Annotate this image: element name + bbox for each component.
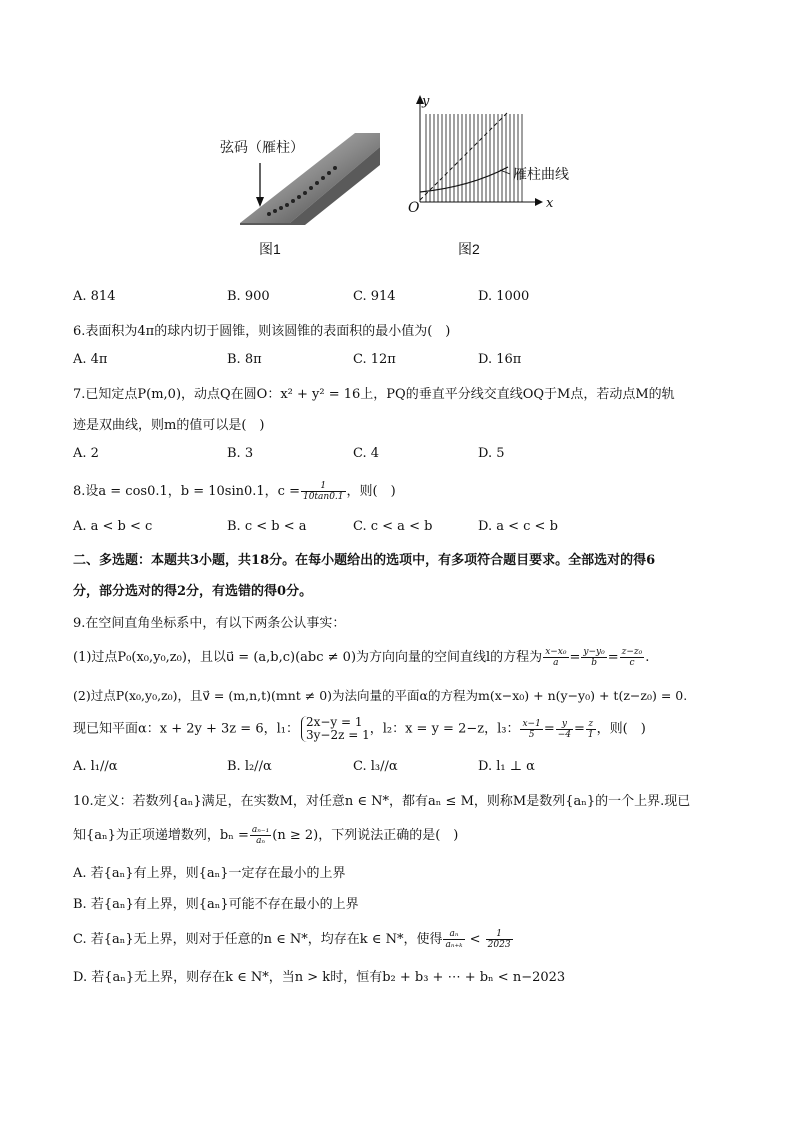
q7-option-d[interactable]: D. 5 [478, 446, 505, 461]
q7-option-c[interactable]: C. 4 [353, 446, 380, 461]
q9-known: 现已知平面α：x + 2y + 3z = 6，l₁： 2x−y = 1 3y−2z = 1 ，l₂：x = y = 2−z，l₃： $\frac{x-1}{5}$ = $\frac{y}{-4}$ = $\frac{z}{1}$ ，则( ) [73, 715, 646, 742]
origin-label: O [408, 200, 420, 216]
frac-den: aₙ₊ₖ [445, 940, 463, 950]
q7-option-a[interactable]: A. 2 [73, 446, 99, 461]
q8-option-a[interactable]: A. a < b < c [73, 519, 153, 534]
q5-option-c[interactable]: C. 914 [353, 289, 396, 304]
q10-option-c[interactable]: C. 若{aₙ}无上界，则对于任意的n ∈ N*，均存在k ∈ N*，使得 $\frac{\text{aₙ}}{\text{aₙ₊ₖ}}$ < $\frac{1}{2023}$ [73, 929, 511, 950]
q8-fraction [301, 481, 346, 502]
q9-known-mid: ，l₂：x = y = 2−z，l₃： [369, 721, 520, 737]
frac-den: −4 [557, 729, 571, 740]
q9-fact1-frac-z [620, 647, 645, 668]
q6-stem: 6.表面积为4π的球内切于圆锥，则该圆锥的表面积的最小值为( ) [73, 324, 451, 339]
frac-num: y [556, 719, 573, 730]
q9-fact2: (2)过点P(x₀,y₀,z₀)，且v⃗ = (m,n,t)(mnt ≠ 0)为法向量的平面α的方程为m(x−x₀) + n(y−y₀) + t(z−z₀) = 0. [73, 688, 688, 703]
figure1 [215, 125, 385, 230]
q9-option-c[interactable]: C. l₃//α [353, 759, 398, 774]
q10-line2 [73, 824, 458, 846]
q5-option-a[interactable]: A. 814 [73, 289, 116, 304]
q6-option-a[interactable]: A. 4π [73, 352, 108, 367]
frac-den: c [629, 658, 635, 668]
q9-option-d[interactable]: D. l₁ ⊥ α [478, 759, 535, 774]
frac-num: z [586, 719, 596, 730]
figure2 [400, 92, 590, 222]
q10-option-b[interactable]: B. 若{aₙ}有上界，则{aₙ}可能不存在最小的上界 [73, 897, 359, 912]
frac-num: x−x₀ [545, 647, 567, 657]
frac-den: aₙ [256, 836, 266, 846]
q8-frac-num: 1 [301, 481, 346, 492]
q10-line2-pre: 知{aₙ}为正项递增数列，bₙ = [73, 828, 249, 843]
frac-num: aₙ₋₁ [251, 825, 270, 835]
q6-option-d[interactable]: D. 16π [478, 352, 522, 367]
q10-option-d[interactable]: D. 若{aₙ}无上界，则存在k ∈ N*，当n > k时，恒有b₂ + b₃ + ⋯ + bₙ < n−2023 [73, 970, 566, 985]
q10-line2-post: (n ≥ 2)，下列说法正确的是( ) [272, 828, 459, 843]
q9-fact1: (1)过点P₀(x₀,y₀,z₀)，且以u⃗ = (a,b,c)(abc ≠ 0)为方向向量的空间直线l的方程为 $\frac{\text{x−x₀}}{a}$ = $\frac{\text{y−y₀}}{b}$ = $\frac{\text{z−z₀}}{c}$ . [73, 647, 650, 668]
bridge-curve [420, 167, 508, 192]
y-axis-label: y [422, 94, 430, 109]
q8-frac-den: 10tan0.1 [302, 492, 344, 502]
figure1-caption: 图1 [259, 241, 281, 257]
q5-option-b[interactable]: B. 900 [227, 289, 270, 304]
q8-option-c[interactable]: C. c < a < b [353, 519, 433, 534]
q10-option-c-pre: C. 若{aₙ}无上界，则对于任意的n ∈ N*，均存在k ∈ N*，使得 [73, 932, 443, 947]
l1-equation-system [301, 716, 370, 742]
frac-den: 5 [528, 729, 535, 740]
q8-option-b[interactable]: B. c < b < a [227, 519, 307, 534]
frac-den: 1 [587, 729, 594, 740]
q7-stem-line2: 迹是双曲线，则m的值可以是( ) [73, 418, 265, 433]
b-n-fraction [250, 825, 271, 846]
q9-option-a[interactable]: A. l₁//α [73, 759, 118, 774]
l3-frac-z [586, 719, 596, 740]
frac-num: x−1 [522, 718, 541, 729]
q9-fact1-pre: (1)过点P₀(x₀,y₀,z₀)，且以u⃗ = (a,b,c)(abc ≠ 0)为方向向量的空间直线l的方程为 [73, 650, 543, 665]
q9-fact1-frac-x [543, 647, 568, 668]
q10-option-a[interactable]: A. 若{aₙ}有上界，则{aₙ}一定存在最小的上界 [73, 866, 346, 881]
q8-stem-post: ，则( ) [346, 484, 396, 499]
x-axis-label: x [546, 196, 554, 211]
frac-num: y−y₀ [583, 647, 605, 657]
figure2-caption: 图2 [458, 241, 480, 257]
q5-option-d[interactable]: D. 1000 [478, 289, 530, 304]
curve-label: 雁柱曲线 [513, 166, 569, 182]
q9-option-b[interactable]: B. l₂//α [227, 759, 272, 774]
section2-line1: 二、多选题：本题共3小题，共18分。在每小题给出的选项中，有多项符合题目要求。全部选对的得6 [73, 553, 656, 568]
q6-option-c[interactable]: C. 12π [353, 352, 396, 367]
q8-stem-pre: 8.设a = cos0.1，b = 10sin0.1，c = [73, 484, 300, 499]
frac-num: 1 [486, 929, 513, 940]
q7-stem-line1: 7.已知定点P(m,0)，动点Q在圆O：x² + y² = 16上，PQ的垂直平分线交直线OQ于M点，若动点M的轨 [73, 387, 675, 402]
frac-den: b [591, 658, 597, 668]
frac-den: 2023 [487, 940, 511, 950]
section2-line2: 分，部分选对的得2分，有选错的得0分。 [73, 584, 313, 599]
q9-stem: 9.在空间直角坐标系中，有以下两条公认事实： [73, 616, 346, 631]
dashed-line [420, 112, 508, 200]
figure1-label: 弦码（雁柱） [220, 139, 304, 155]
q9-fact1-frac-y [581, 647, 606, 668]
bridge-curve-graph [400, 92, 590, 222]
q8-stem [73, 480, 396, 502]
optc-frac-right [486, 929, 513, 950]
frac-den: a [553, 658, 559, 668]
frac-num: z−z₀ [621, 647, 643, 657]
q9-known-post: ，则( ) [596, 721, 646, 737]
optc-frac-left [443, 929, 464, 950]
q6-option-b[interactable]: B. 8π [227, 352, 262, 367]
system-line2: 3y−2z = 1 [305, 728, 370, 742]
q10-line1: 10.定义：若数列{aₙ}满足，在实数M，对任意n ∈ N*，都有aₙ ≤ M，则称M是数列{aₙ}的一个上界.现已 [73, 794, 691, 809]
q9-known-pre: 现已知平面α：x + 2y + 3z = 6，l₁： [73, 721, 299, 737]
l3-frac-x [520, 719, 542, 740]
q7-option-b[interactable]: B. 3 [227, 446, 254, 461]
frac-num: aₙ [443, 929, 464, 940]
q8-option-d[interactable]: D. a < c < b [478, 519, 558, 534]
system-line1: 2x−y = 1 [305, 715, 363, 729]
l3-frac-y [556, 719, 573, 740]
